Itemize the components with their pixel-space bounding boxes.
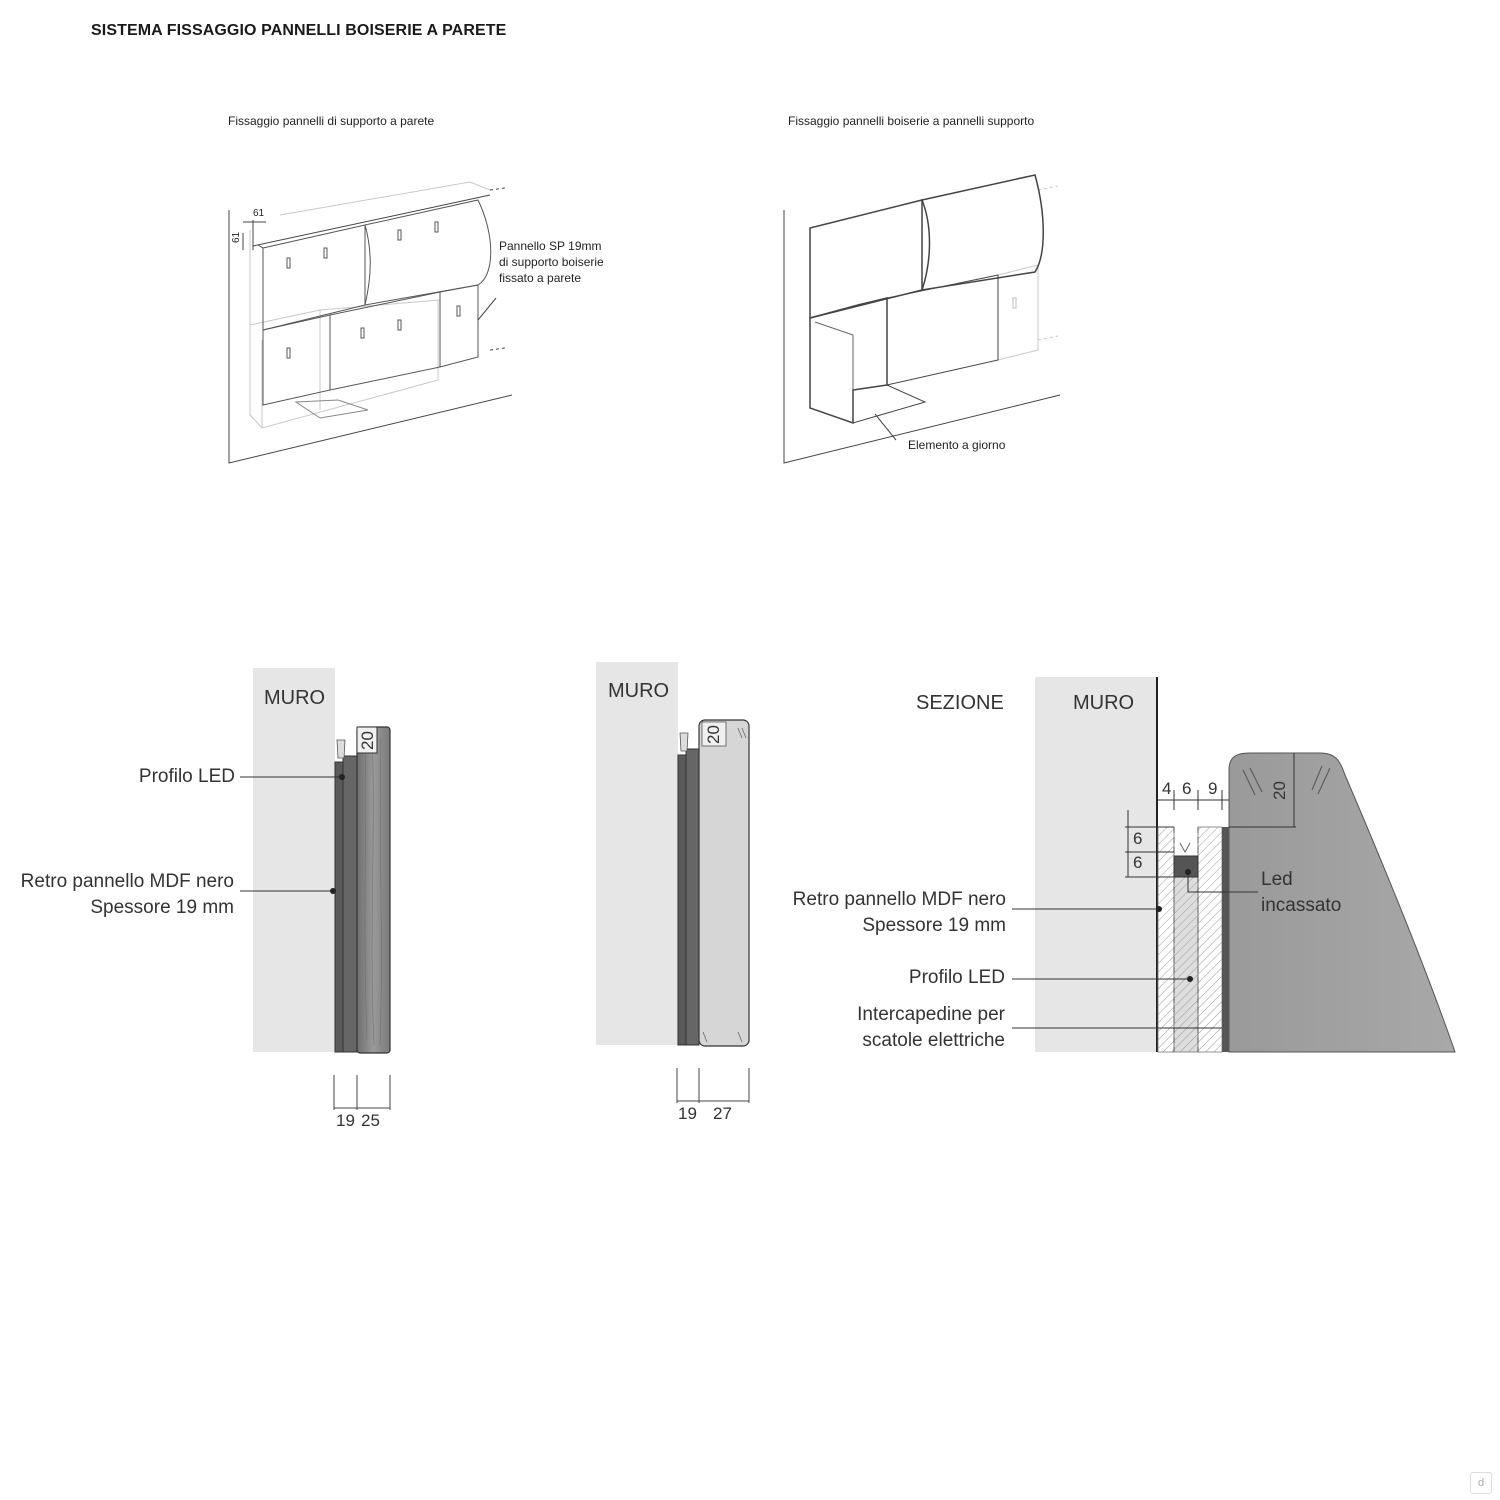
- label-led-line2: incassato: [1261, 895, 1342, 916]
- dim-19-section-1: 19: [336, 1111, 355, 1130]
- label-retro-line2: Spessore 19 mm: [862, 915, 1006, 936]
- label-muro-1: MURO: [264, 687, 326, 709]
- label-intercap-line2: scatole elettriche: [862, 1030, 1005, 1051]
- label-intercapedine: [800, 1002, 1005, 1054]
- dim-20-section-1: 20: [358, 731, 377, 750]
- label-retro-line1: Retro pannello MDF nero: [792, 889, 1006, 910]
- label-profilo-led-1: Profilo LED: [138, 766, 235, 787]
- dim-27-section-2: 27: [713, 1104, 732, 1123]
- watermark-logo: d: [1470, 1472, 1492, 1494]
- label-profilo-led-3: Profilo LED: [908, 967, 1005, 988]
- dim-6-lower: 6: [1133, 853, 1143, 872]
- label-led-incassato: [1261, 867, 1341, 919]
- dim-20-section-3: 20: [1270, 781, 1289, 800]
- wall-2: [596, 662, 678, 1045]
- dim-25-section-1: 25: [361, 1111, 380, 1130]
- note-line: Pannello SP 19mm: [499, 239, 602, 253]
- note-line: fissato a parete: [499, 271, 582, 285]
- note-line: di supporto boiserie: [499, 255, 604, 269]
- label-retro-1: [10, 869, 234, 921]
- label-muro-3: MURO: [1073, 692, 1135, 714]
- label-elemento-a-giorno: Elemento a giorno: [908, 438, 1006, 452]
- dim-4: 4: [1162, 779, 1172, 798]
- label-retro-line1: Retro pannello MDF nero: [20, 871, 234, 892]
- caption-support-panels: Fissaggio pannelli di supporto a parete: [228, 114, 435, 128]
- dim-20-section-2: 20: [704, 725, 723, 744]
- label-intercap-line1: Intercapedine per: [857, 1004, 1005, 1025]
- page-title: SISTEMA FISSAGGIO PANNELLI BOISERIE A PARETE: [91, 22, 507, 39]
- dim-6-width: 6: [1182, 779, 1192, 798]
- label-retro-line2: Spessore 19 mm: [90, 897, 234, 918]
- dim-6-upper: 6: [1133, 829, 1143, 848]
- dim-61-vertical: 61: [231, 231, 242, 243]
- label-retro-3: [760, 887, 1006, 939]
- label-sezione: SEZIONE: [916, 692, 1004, 714]
- dim-61-horizontal: 61: [253, 208, 265, 219]
- dim-19-section-2: 19: [678, 1104, 697, 1123]
- label-led-line1: Led: [1261, 869, 1293, 890]
- label-muro-2: MURO: [608, 680, 670, 702]
- caption-boiserie-panels: Fissaggio pannelli boiserie a pannelli supporto: [788, 114, 1035, 128]
- dim-9: 9: [1208, 779, 1218, 798]
- wall-1: [253, 668, 335, 1052]
